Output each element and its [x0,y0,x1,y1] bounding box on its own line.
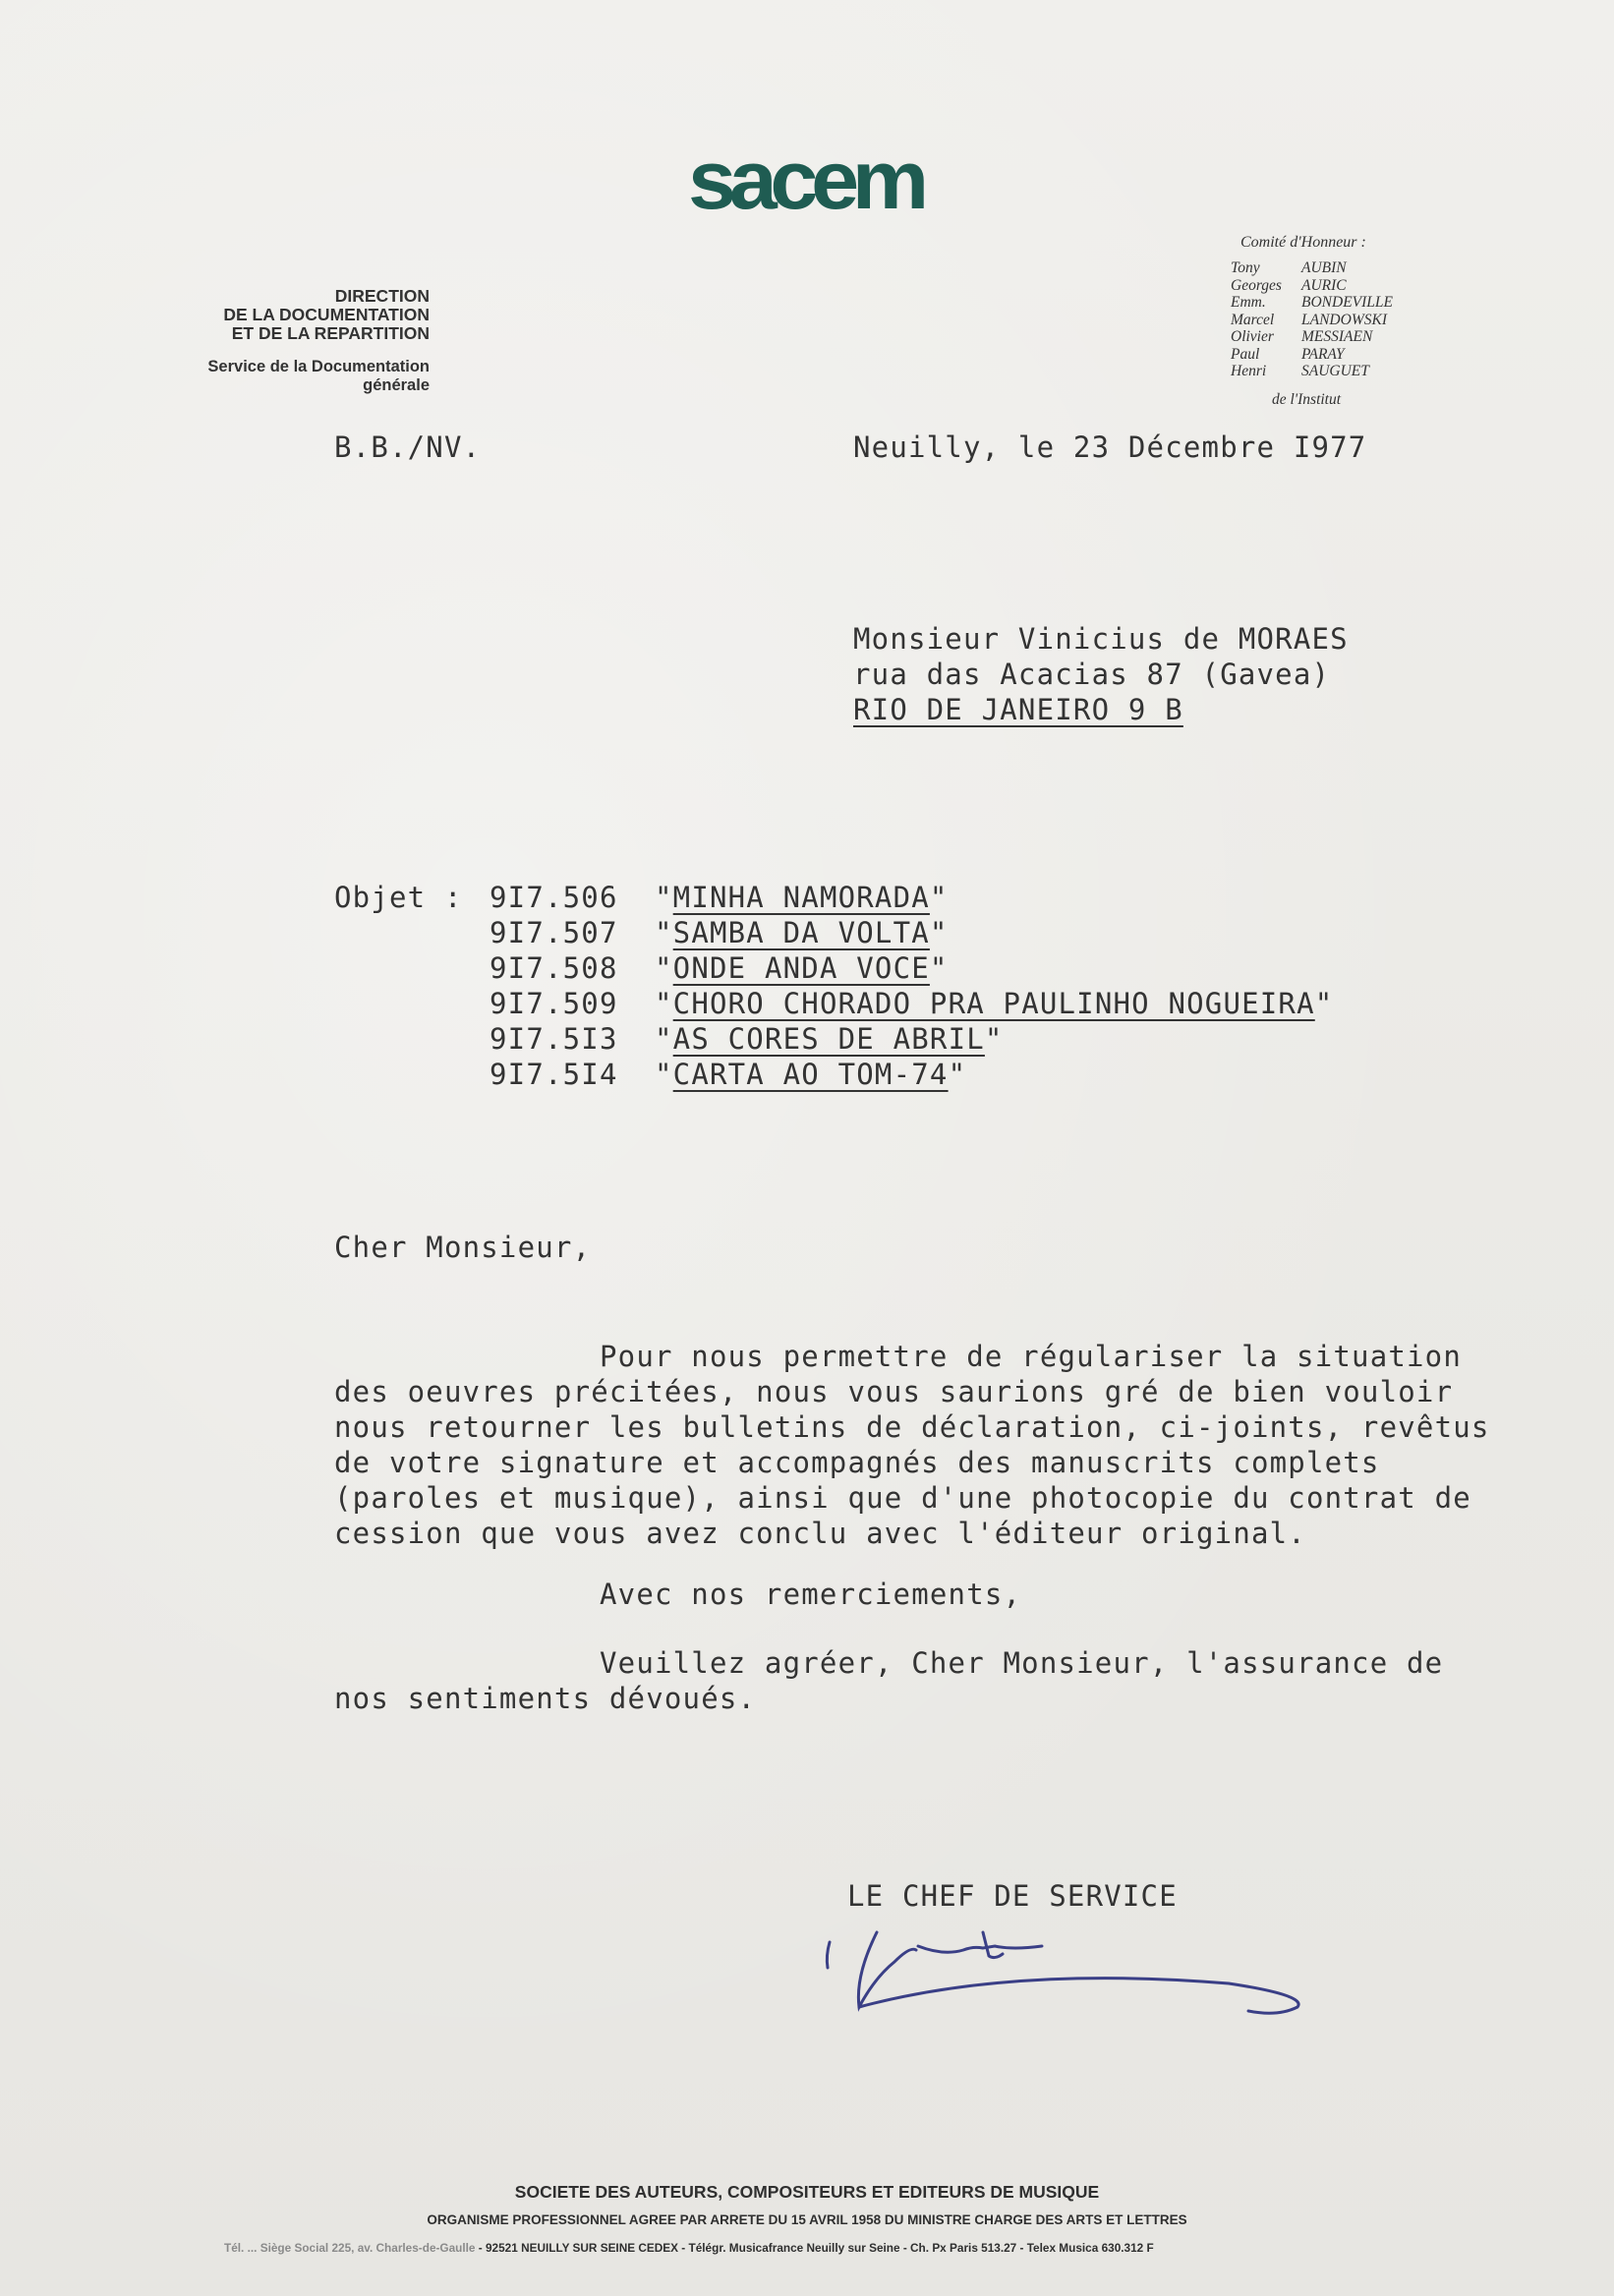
footer-contact-rest: - 92521 NEUILLY SUR SEINE CEDEX - Télégr. Musicafrance Neuilly sur Seine - Ch. Px Paris 513.27 - Telex Musica 630.312 F [475,2241,1154,2255]
comite-member [1231,312,1393,329]
objet-block [334,880,1333,1092]
footer-contact [224,2241,1154,2255]
handwritten-signature [816,1917,1327,2025]
objet-label: Objet : [334,881,463,914]
objet-row: Objet : 9I7.506 "MINHA NAMORADA" [334,881,949,914]
member-last-name: LANDOWSKI [1301,311,1387,328]
department-line: DIRECTION [334,286,430,306]
work-number: 9I7.506 [490,881,618,914]
footer-society: SOCIETE DES AUTEURS, COMPOSITEURS ET EDITEURS DE MUSIQUE [514,2182,1100,2202]
department-line: DE LA DOCUMENTATION [223,305,430,324]
comite-member [1231,346,1393,364]
objet-row: 9I7.508 "ONDE ANDA VOCE" [490,951,949,985]
closing-formula [334,1645,1443,1716]
objet-row: 9I7.5I3 "AS CORES DE ABRIL" [490,1022,1004,1056]
department-header [223,287,430,343]
member-last-name: SAUGUET [1301,363,1369,379]
work-number: 9I7.5I4 [490,1058,618,1091]
body-line: nous retourner les bulletins de déclaration, ci-joints, revêtus [334,1410,1490,1444]
footer-contact-prefix: Tél. ... Siège Social 225, av. Charles-de-Gaulle [224,2241,476,2255]
member-first-name: Henri [1231,363,1267,379]
address-city: RIO DE JANEIRO 9 B [853,693,1183,726]
member-last-name: MESSIAEN [1301,328,1373,345]
service-line: générale [363,376,430,394]
work-number: 9I7.509 [490,987,618,1020]
objet-row: 9I7.509 "CHORO CHORADO PRA PAULINHO NOGUEIRA" [490,987,1334,1020]
member-first-name: Olivier [1231,328,1274,345]
member-last-name: PARAY [1301,345,1345,363]
member-first-name: Tony [1231,259,1260,276]
letter-date: Neuilly, le 23 Décembre I977 [853,430,1367,464]
member-first-name: Paul [1231,345,1260,363]
objet-row: 9I7.5I4 "CARTA AO TOM-74" [490,1058,967,1091]
service-header [207,358,430,395]
closing-line: nos sentiments dévoués. [334,1682,757,1715]
objet-row: 9I7.507 "SAMBA DA VOLTA" [490,916,949,949]
work-number: 9I7.5I3 [490,1022,618,1056]
thanks-line: Avec nos remerciements, [600,1578,1022,1611]
work-number: 9I7.508 [490,951,618,985]
comite-institut: de l'Institut [1272,391,1342,408]
service-line: Service de la Documentation [207,358,430,375]
comite-list [1231,259,1393,380]
recipient-address [853,621,1349,727]
work-title: SAMBA DA VOLTA [672,916,930,949]
department-line: ET DE LA REPARTITION [231,323,430,343]
logo-text: sacem [688,134,922,226]
comite-member [1231,363,1393,380]
body-line: (paroles et musique), ainsi que d'une photocopie du contrat de [334,1481,1471,1515]
body-line: Pour nous permettre de régulariser la situation [600,1340,1462,1373]
body-line: cession que vous avez conclu avec l'éditeur original. [334,1517,1306,1550]
comite-member [1231,259,1393,277]
work-title: ONDE ANDA VOCE [672,951,930,985]
work-title: CHORO CHORADO PRA PAULINHO NOGUEIRA [672,987,1315,1020]
comite-member [1231,277,1393,295]
comite-title: Comité d'Honneur : [1240,234,1366,251]
work-title: MINHA NAMORADA [672,881,930,914]
member-last-name: AURIC [1301,276,1347,294]
member-last-name: AUBIN [1301,259,1347,276]
work-title: AS CORES DE ABRIL [672,1022,985,1056]
footer-organisme: ORGANISME PROFESSIONNEL AGREE PAR ARRETE DU 15 AVRIL 1958 DU MINISTRE CHARGE DES ARTS ET LETTRES [427,2212,1187,2227]
salutation: Cher Monsieur, [334,1231,592,1264]
closing-line: Veuillez agréer, Cher Monsieur, l'assurance de [600,1646,1444,1680]
address-line: Monsieur Vinicius de MORAES [853,622,1349,656]
member-first-name: Marcel [1231,311,1275,328]
body-paragraph [334,1339,1553,1551]
sacem-logo [688,136,934,224]
comite-member [1231,328,1393,346]
reference: B.B./NV. [334,430,482,464]
work-title: CARTA AO TOM-74 [672,1058,949,1091]
body-line: de votre signature et accompagnés des manuscrits complets [334,1446,1380,1479]
member-last-name: BONDEVILLE [1301,294,1393,311]
comite-member [1231,294,1393,312]
address-line: rua das Acacias 87 (Gavea) [853,658,1331,691]
work-number: 9I7.507 [490,916,618,949]
signatory-title: LE CHEF DE SERVICE [847,1879,1178,1913]
member-first-name: Emm. [1231,294,1266,311]
body-line: des oeuvres précitées, nous vous saurions gré de bien vouloir [334,1375,1454,1408]
member-first-name: Georges [1231,276,1282,294]
